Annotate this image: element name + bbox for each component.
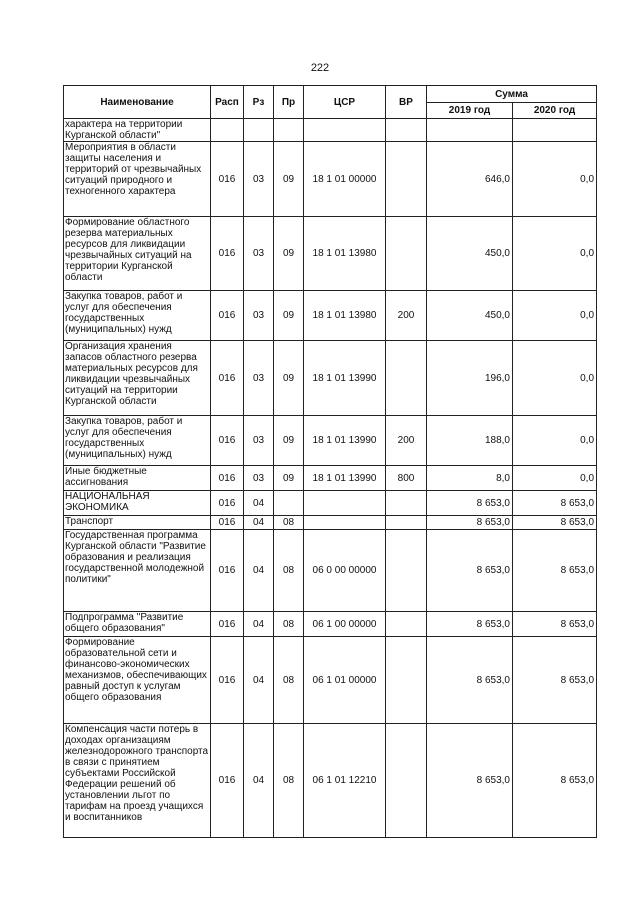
header-rz: Рз [244,86,274,119]
cell-rasp: 016 [211,291,244,341]
cell-vr: 800 [386,466,427,491]
cell-2020: 8 653,0 [513,612,597,637]
cell-csr: 18 1 01 13980 [304,291,386,341]
cell-name: Организация хранения запасов областного резерва материальных ресурсов для ликвидации чрезвычайных ситуаций на территории Курганской области [64,341,211,416]
cell-vr [386,724,427,838]
cell-2019: 188,0 [427,416,513,466]
cell-pr [274,119,304,142]
cell-rasp: 016 [211,466,244,491]
table-row [64,516,597,530]
cell-2020: 0,0 [513,142,597,217]
table-row [64,530,597,612]
cell-name: Государственная программа Курганской области "Развитие образования и реализация государственной молодежной политики" [64,530,211,612]
cell-2019: 8 653,0 [427,530,513,612]
cell-rz: 03 [244,142,274,217]
header-pr: Пр [274,86,304,119]
cell-vr [386,217,427,291]
cell-2020: 8 653,0 [513,491,597,516]
cell-pr: 09 [274,291,304,341]
header-2020: 2020 год [513,103,597,119]
cell-rz [244,119,274,142]
cell-2020: 0,0 [513,341,597,416]
cell-rasp: 016 [211,724,244,838]
cell-2019: 646,0 [427,142,513,217]
cell-csr: 06 1 01 00000 [304,637,386,724]
cell-rz: 03 [244,217,274,291]
cell-2019: 8 653,0 [427,637,513,724]
cell-csr: 06 1 00 00000 [304,612,386,637]
cell-vr [386,119,427,142]
cell-vr [386,142,427,217]
cell-pr: 09 [274,341,304,416]
cell-rasp: 016 [211,142,244,217]
cell-vr [386,637,427,724]
cell-pr: 08 [274,612,304,637]
cell-name: Транспорт [64,516,211,530]
cell-2020: 8 653,0 [513,637,597,724]
cell-name: Закупка товаров, работ и услуг для обеспечения государственных (муниципальных) нужд [64,291,211,341]
cell-rasp [211,119,244,142]
cell-vr: 200 [386,291,427,341]
cell-rz: 03 [244,291,274,341]
table-row [64,217,597,291]
cell-name: Формирование областного резерва материальных ресурсов для ликвидации чрезвычайных ситуаций на территории Курганской области [64,217,211,291]
cell-pr: 08 [274,724,304,838]
cell-name: НАЦИОНАЛЬНАЯ ЭКОНОМИКА [64,491,211,516]
cell-name: Мероприятия в области защиты населения и территорий от чрезвычайных ситуаций природного и техногенного характера [64,142,211,217]
table-row [64,142,597,217]
cell-2020: 8 653,0 [513,530,597,612]
table-row [64,491,597,516]
budget-table [63,85,597,838]
header-2019: 2019 год [427,103,513,119]
cell-2020 [513,119,597,142]
cell-2019: 450,0 [427,217,513,291]
cell-2019 [427,119,513,142]
cell-csr [304,119,386,142]
cell-name: Компенсация части потерь в доходах организациям железнодорожного транспорта в связи с принятием субъектами Российской Федерации решений об установлении льгот по тарифам на проезд учащихся и воспитанников [64,724,211,838]
cell-rz: 04 [244,516,274,530]
cell-2019: 8 653,0 [427,724,513,838]
cell-2020: 0,0 [513,291,597,341]
cell-2020: 8 653,0 [513,516,597,530]
cell-rasp: 016 [211,516,244,530]
table-row [64,637,597,724]
cell-pr [274,491,304,516]
cell-pr: 09 [274,142,304,217]
cell-rasp: 016 [211,416,244,466]
cell-csr: 18 1 01 13990 [304,466,386,491]
cell-csr: 18 1 01 00000 [304,142,386,217]
cell-2020: 0,0 [513,217,597,291]
cell-pr: 09 [274,466,304,491]
cell-rz: 04 [244,612,274,637]
page-number: 222 [310,62,330,74]
header-name: Наименование [64,86,211,119]
cell-2019: 8,0 [427,466,513,491]
cell-name: Подпрограмма "Развитие общего образования" [64,612,211,637]
cell-rz: 04 [244,491,274,516]
cell-vr [386,516,427,530]
cell-rasp: 016 [211,491,244,516]
cell-csr: 18 1 01 13990 [304,416,386,466]
cell-csr: 06 1 01 12210 [304,724,386,838]
cell-vr: 200 [386,416,427,466]
cell-pr: 08 [274,637,304,724]
cell-csr [304,491,386,516]
cell-name: Закупка товаров, работ и услуг для обеспечения государственных (муниципальных) нужд [64,416,211,466]
table-body [64,119,597,838]
cell-pr: 08 [274,530,304,612]
table-row [64,416,597,466]
cell-pr: 09 [274,416,304,466]
cell-csr: 06 0 00 00000 [304,530,386,612]
table-row [64,291,597,341]
cell-2019: 8 653,0 [427,516,513,530]
header-sum: Сумма [427,86,597,103]
header-csr: ЦСР [304,86,386,119]
cell-vr [386,530,427,612]
cell-rz: 03 [244,416,274,466]
cell-vr [386,612,427,637]
cell-vr [386,491,427,516]
cell-name: Формирование образовательной сети и финансово-экономических механизмов, обеспечивающих равный доступ к услугам общего образования [64,637,211,724]
cell-rasp: 016 [211,341,244,416]
cell-rz: 03 [244,341,274,416]
cell-pr: 09 [274,217,304,291]
cell-rasp: 016 [211,637,244,724]
cell-rasp: 016 [211,217,244,291]
header-rasp: Расп [211,86,244,119]
cell-rz: 04 [244,637,274,724]
cell-2019: 8 653,0 [427,491,513,516]
table-header [64,86,597,119]
cell-name: Иные бюджетные ассигнования [64,466,211,491]
cell-name: характера на территории Курганской области" [64,119,211,142]
cell-rasp: 016 [211,530,244,612]
cell-2019: 196,0 [427,341,513,416]
cell-2019: 450,0 [427,291,513,341]
table-row [64,119,597,142]
cell-rz: 04 [244,724,274,838]
table-row [64,466,597,491]
table-row [64,612,597,637]
cell-rasp: 016 [211,612,244,637]
cell-csr: 18 1 01 13980 [304,217,386,291]
cell-pr: 08 [274,516,304,530]
cell-rz: 03 [244,466,274,491]
cell-csr: 18 1 01 13990 [304,341,386,416]
cell-rz: 04 [244,530,274,612]
cell-2019: 8 653,0 [427,612,513,637]
table-row [64,341,597,416]
cell-vr [386,341,427,416]
cell-2020: 8 653,0 [513,724,597,838]
cell-2020: 0,0 [513,416,597,466]
cell-2020: 0,0 [513,466,597,491]
cell-csr [304,516,386,530]
table-row [64,724,597,838]
header-vr: ВР [386,86,427,119]
